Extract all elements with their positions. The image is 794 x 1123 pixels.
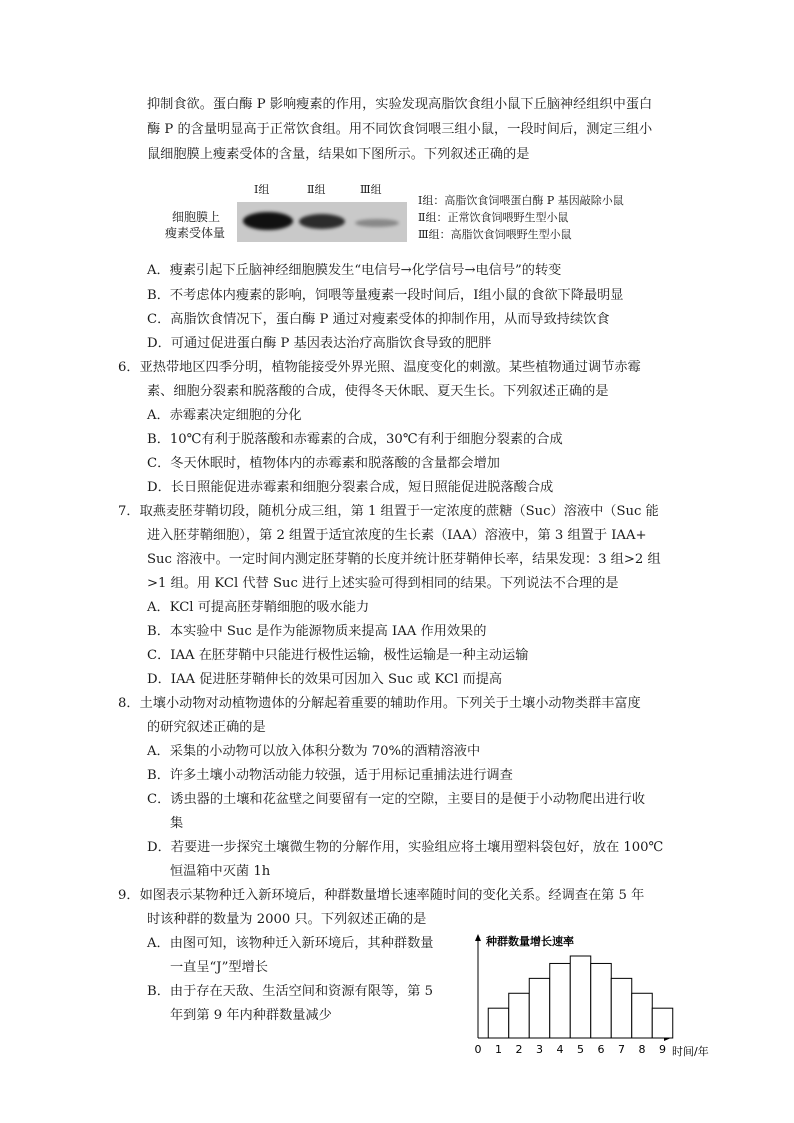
chart-ylabel: 种群数量增长速率 [486,935,574,948]
q8-option-a: A．采集的小动物可以放入体积分数为 70%的酒精溶液中 [147,744,481,759]
q6-stem-2: 素、细胞分裂素和脱落酸的合成，使得冬天休眠、夏天生长。下列叙述正确的是 [147,384,609,399]
q5-option-d: D．可通过促进蛋白酶 P 基因表达治疗高脂饮食导致的肥胖 [147,336,492,351]
blot-legend-1: Ⅰ组：高脂饮食饲喂蛋白酶 P 基因敲除小鼠 [418,194,624,207]
q9-option-a-cont: 一直呈“J”型增长 [170,960,268,975]
blot-band-2 [299,214,345,229]
blot-ylabel-1: 细胞膜上 [172,210,221,224]
q8-option-c: C．诱虫器的土壤和花盆壁之间要留有一定的空隙，主要目的是便于小动物爬出进行收 [147,792,646,807]
blot-group-label-2: Ⅱ组 [307,183,326,196]
chart-x-tick-label: 3 [536,1043,543,1056]
chart-bar [509,993,530,1038]
chart-bar [611,978,632,1038]
chart-bar [652,1008,673,1038]
chart-bar [632,993,653,1038]
chart-bar [591,963,612,1038]
q8-stem-2: 的研究叙述正确的是 [147,720,266,735]
chart-bar [529,978,550,1038]
chart-x-tick-label: 4 [556,1043,564,1056]
q7-option-b: B．本实验中 Suc 是作为能源物质来提高 IAA 作用效果的 [147,624,487,639]
blot-legend-3: Ⅲ组：高脂饮食饲喂野生型小鼠 [418,228,572,241]
intro-line-2: 酶 P 的含量明显高于正常饮食组。用不同饮食饲喂三组小鼠，一段时间后，测定三组小 [147,122,653,137]
chart-x-tick-label: 9 [659,1043,666,1056]
q8-option-d: D．若要进一步探究土壤微生物的分解作用，实验组应将土壤用塑料袋包好，放在 100℃ [147,840,664,855]
blot-band-1 [243,212,293,230]
blot-band-3 [355,219,399,227]
q7-stem-4: >1 组。用 KCl 代替 Suc 进行上述实验可得到相同的结果。下列说法不合理的是 [147,576,619,591]
q8-stem-1: 8．土壤小动物对动植物遗体的分解起着重要的辅助作用。下列关于土壤小动物类群丰富度 [118,696,641,711]
chart-x-tick-label: 7 [618,1043,625,1056]
q7-stem-3: Suc 溶液中。一定时间内测定胚芽鞘的长度并统计胚芽鞘伸长率，结果发现：3 组>2 组 [147,552,661,567]
q9-stem-1: 9．如图表示某物种迁入新环境后，种群数量增长速率随时间的变化关系。经调查在第 5 年 [118,888,645,903]
q9-option-b: B．由于存在天敌、生活空间和资源有限等，第 5 [147,984,434,999]
chart-bar [550,963,571,1038]
intro-line-3: 鼠细胞膜上瘦素受体的含量，结果如下图所示。下列叙述正确的是 [147,147,530,162]
q9-stem-2: 时该种群的数量为 2000 只。下列叙述正确的是 [147,912,427,927]
chart-x-tick-label: 1 [495,1043,502,1056]
blot-group-label-3: Ⅲ组 [360,183,382,196]
chart-x-tick-label: 6 [597,1043,605,1056]
q7-option-c: C．IAA 在胚芽鞘中只能进行极性运输，极性运输是一种主动运输 [147,648,529,663]
q8-option-b: B．许多土壤小动物活动能力较强，适于用标记重捕法进行调查 [147,768,513,783]
blot-group-label-1: Ⅰ组 [254,183,270,196]
q8-option-c-cont: 集 [170,816,184,831]
q5-option-a: A．瘦素引起下丘脑神经细胞膜发生“电信号→化学信号→电信号”的转变 [147,263,562,278]
q6-option-c: C．冬天休眠时，植物体内的赤霉素和脱落酸的含量都会增加 [147,456,500,471]
growth-rate-chart [460,928,732,1068]
blot-legend-2: Ⅱ组：正常饮食饲喂野生型小鼠 [418,211,569,224]
chart-bar [488,1008,509,1038]
intro-line-1: 抑制食欲。蛋白酶 P 影响瘦素的作用，实验发现高脂饮食组小鼠下丘脑神经组织中蛋白 [147,97,653,112]
q5-option-c: C．高脂饮食情况下，蛋白酶 P 通过对瘦素受体的抑制作用，从而导致持续饮食 [147,312,610,327]
blot-ylabel-2: 瘦素受体量 [165,226,226,240]
chart-ticks [475,1043,667,1056]
q7-option-d: D．IAA 促进胚芽鞘伸长的效果可因加入 Suc 或 KCl 而提高 [147,672,503,687]
q8-option-d-cont: 恒温箱中灭菌 1h [170,864,271,879]
q6-stem-1: 6．亚热带地区四季分明，植物能接受外界光照、温度变化的刺激。某些植物通过调节赤霉 [118,360,641,375]
chart-x-tick-label: 5 [577,1043,584,1056]
chart-x-tick-label: 2 [515,1043,523,1056]
q5-option-b: B．不考虑体内瘦素的影响，饲喂等量瘦素一段时间后，Ⅰ组小鼠的食欲下降最明显 [147,288,624,303]
chart-bars [488,956,673,1038]
blot-strip [237,202,407,242]
chart-bar [570,956,591,1038]
chart-xlabel: 时间/年 [672,1045,709,1058]
q6-option-b: B．10℃有利于脱落酸和赤霉素的合成，30℃有利于细胞分裂素的合成 [147,432,563,447]
q6-option-a: A．赤霉素决定细胞的分化 [147,408,302,423]
chart-x-tick-label: 0 [474,1043,482,1056]
q6-option-d: D．长日照能促进赤霉素和细胞分裂素合成，短日照能促进脱落酸合成 [147,480,554,495]
q7-option-a: A．KCl 可提高胚芽鞘细胞的吸水能力 [147,600,370,615]
q7-stem-1: 7．取燕麦胚芽鞘切段，随机分成三组，第 1 组置于一定浓度的蔗糖（Suc）溶液中（Suc 能 [118,504,659,519]
q7-stem-2: 进入胚芽鞘细胞），第 2 组置于适宜浓度的生长素（IAA）溶液中，第 3 组置于 IAA+ [147,528,647,543]
q9-option-a: A．由图可知，该物种迁入新环境后，其种群数量 [147,936,434,951]
q9-option-b-cont: 年到第 9 年内种群数量减少 [170,1008,332,1023]
chart-x-tick-label: 8 [638,1043,646,1056]
chart-y-arrow [475,934,481,941]
